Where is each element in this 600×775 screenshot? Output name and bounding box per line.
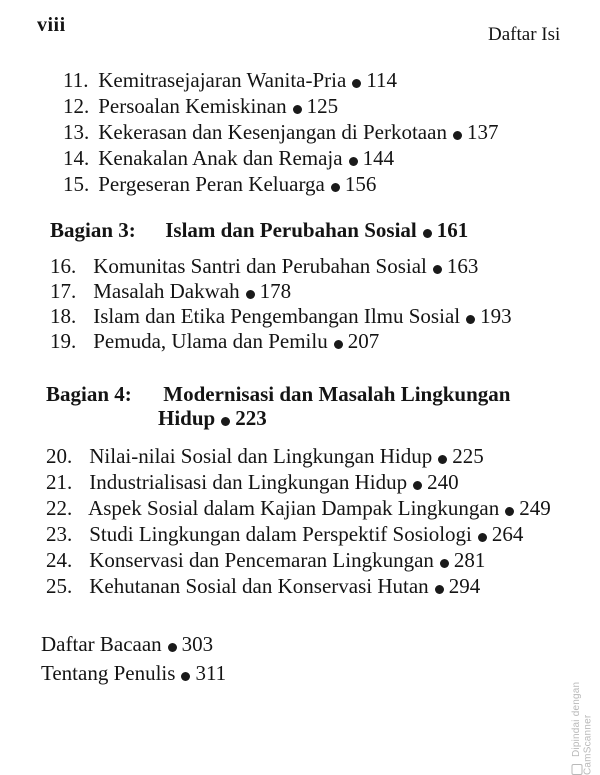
entry-title: Kenakalan Anak dan Remaja (98, 146, 343, 170)
entry-page: 281 (453, 548, 486, 572)
toc-entry (50, 279, 291, 304)
page-number: viii (37, 14, 66, 36)
bullet-dot-icon (423, 229, 432, 238)
scanner-watermark (571, 625, 594, 775)
entry-page: 193 (480, 304, 512, 328)
entry-page: 303 (181, 632, 214, 656)
entry-number: 23. (46, 522, 73, 546)
entry-page: 311 (195, 661, 227, 685)
toc-entry (46, 496, 551, 521)
entry-title: Tentang Penulis (41, 661, 176, 685)
bullet-dot-icon (331, 183, 340, 192)
entry-number: 16. (50, 254, 77, 278)
entry-title: Masalah Dakwah (93, 279, 240, 303)
toc-entry (46, 574, 480, 599)
camscanner-logo-icon (571, 764, 582, 775)
bullet-dot-icon (440, 559, 449, 568)
watermark-text: Dipindai dengan CamScanner (570, 681, 593, 775)
toc-entry (63, 94, 338, 119)
bullet-dot-icon (168, 643, 177, 652)
entry-number: 15. (63, 172, 90, 196)
entry-number: 25. (46, 574, 73, 598)
bullet-dot-icon (349, 157, 358, 166)
bullet-dot-icon (181, 672, 190, 681)
entry-title: Industrialisasi dan Lingkungan Hidup (89, 470, 408, 494)
entry-page: 163 (446, 254, 479, 278)
toc-entry (46, 522, 523, 547)
section-heading (46, 382, 510, 407)
toc-entry (63, 172, 376, 197)
section-title: Islam dan Perubahan Sosial (165, 218, 417, 242)
entry-number: 17. (50, 279, 77, 303)
entry-page: 294 (448, 574, 481, 598)
entry-title: Daftar Bacaan (41, 632, 162, 656)
entry-page: 114 (366, 68, 398, 92)
entry-number: 12. (63, 94, 90, 118)
section-label: Bagian 4: (46, 382, 132, 406)
section-title: Modernisasi dan Masalah Lingkungan (163, 382, 511, 406)
entry-title: Kemitrasejajaran Wanita-Pria (98, 68, 347, 92)
entry-title: Aspek Sosial dalam Kajian Dampak Lingkungan (88, 496, 500, 520)
bullet-dot-icon (505, 507, 514, 516)
entry-page: 125 (306, 94, 339, 118)
bullet-dot-icon (246, 290, 255, 299)
entry-page: 144 (362, 146, 395, 170)
section-title: Hidup (158, 406, 216, 430)
toc-entry (63, 146, 394, 171)
entry-page: 207 (347, 329, 380, 353)
entry-title: Kehutanan Sosial dan Konservasi Hutan (89, 574, 429, 598)
toc-entry (63, 68, 397, 93)
toc-entry (46, 470, 459, 495)
bullet-dot-icon (413, 481, 422, 490)
entry-page: 137 (466, 120, 499, 144)
bullet-dot-icon (453, 131, 462, 140)
entry-page: 156 (344, 172, 377, 196)
section-page: 223 (235, 406, 267, 430)
entry-number: 19. (50, 329, 77, 353)
bullet-dot-icon (466, 315, 475, 324)
entry-title: Komunitas Santri dan Perubahan Sosial (93, 254, 427, 278)
entry-page: 225 (452, 444, 484, 468)
entry-number: 24. (46, 548, 73, 572)
toc-entry (46, 548, 485, 573)
bullet-dot-icon (293, 105, 302, 114)
toc-entry (50, 304, 512, 329)
section-heading-continuation (158, 406, 267, 431)
entry-number: 13. (63, 120, 90, 144)
entry-title: Nilai-nilai Sosial dan Lingkungan Hidup (89, 444, 433, 468)
entry-title: Pemuda, Ulama dan Pemilu (93, 329, 328, 353)
entry-number: 18. (50, 304, 77, 328)
entry-number: 22. (46, 496, 73, 520)
bullet-dot-icon (435, 585, 444, 594)
entry-number: 21. (46, 470, 73, 494)
bullet-dot-icon (478, 533, 487, 542)
entry-page: 178 (259, 279, 292, 303)
entry-title: Pergeseran Peran Keluarga (98, 172, 325, 196)
toc-entry (63, 120, 498, 145)
entry-page: 264 (491, 522, 524, 546)
entry-number: 20. (46, 444, 73, 468)
entry-title: Kekerasan dan Kesenjangan di Perkotaan (98, 120, 447, 144)
entry-page: 240 (427, 470, 459, 494)
section-page: 161 (436, 218, 469, 242)
entry-title: Persoalan Kemiskinan (98, 94, 287, 118)
toc-entry (46, 444, 484, 469)
entry-number: 14. (63, 146, 90, 170)
bullet-dot-icon (352, 79, 361, 88)
toc-end-entry (41, 632, 213, 657)
entry-title: Studi Lingkungan dalam Perspektif Sosiologi (89, 522, 472, 546)
running-header-title: Daftar Isi (488, 24, 561, 45)
bullet-dot-icon (221, 417, 230, 426)
bullet-dot-icon (334, 340, 343, 349)
section-heading (50, 218, 468, 243)
entry-title: Islam dan Etika Pengembangan Ilmu Sosial (93, 304, 461, 328)
toc-entry (50, 329, 379, 354)
bullet-dot-icon (433, 265, 442, 274)
section-label: Bagian 3: (50, 218, 136, 242)
toc-end-entry (41, 661, 226, 686)
toc-entry (50, 254, 478, 279)
bullet-dot-icon (438, 455, 447, 464)
entry-number: 11. (63, 68, 89, 92)
entry-page: 249 (519, 496, 551, 520)
entry-title: Konservasi dan Pencemaran Lingkungan (89, 548, 434, 572)
